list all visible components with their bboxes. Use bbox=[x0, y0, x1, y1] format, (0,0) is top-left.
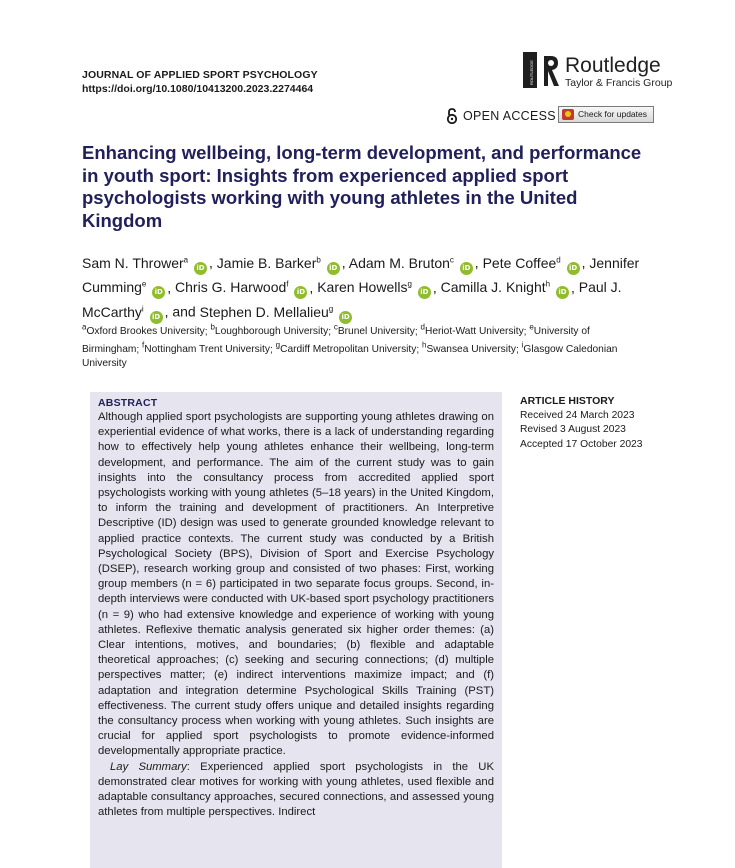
article-history-heading: ARTICLE HISTORY bbox=[520, 395, 615, 407]
orcid-icon[interactable]: iD bbox=[327, 262, 340, 275]
author-affiliation-mark: f bbox=[286, 279, 289, 289]
author-affiliation-mark: g bbox=[407, 279, 412, 289]
open-lock-icon bbox=[446, 108, 458, 124]
author-name: Jamie B. Barker bbox=[216, 254, 317, 271]
orcid-icon[interactable]: iD bbox=[150, 311, 163, 324]
author-affiliation-mark: e bbox=[141, 279, 147, 289]
lay-summary-label: Lay Summary bbox=[110, 760, 187, 773]
orcid-icon[interactable]: iD bbox=[152, 286, 165, 299]
history-received: Received 24 March 2023 bbox=[520, 409, 635, 421]
author-name: Sam N. Thrower bbox=[82, 254, 184, 271]
article-title: Enhancing wellbeing, long-term development, and performance in youth sport: Insights from experienced applied sport psychologists working with young athletes in the United Kingdom bbox=[82, 142, 642, 231]
orcid-icon[interactable]: iD bbox=[460, 262, 473, 275]
crossmark-icon bbox=[562, 109, 574, 120]
abstract-heading: ABSTRACT bbox=[98, 397, 158, 409]
author-name: Pete Coffee bbox=[482, 254, 557, 271]
orcid-icon[interactable]: iD bbox=[194, 262, 207, 275]
routledge-r-icon bbox=[541, 52, 561, 88]
open-access-label: OPEN ACCESS bbox=[463, 109, 556, 123]
author-affiliation-mark: d bbox=[556, 255, 561, 264]
routledge-mark-icon bbox=[523, 52, 537, 88]
check-updates-label: Check for updates bbox=[578, 109, 647, 119]
check-updates-button[interactable] bbox=[558, 106, 654, 123]
lay-summary-text: : Experienced applied sport psychologists in the UK demonstrated clear motives for working with young athletes, used flexible and adaptable consultancy approaches, secured connections, and assessed young athletes from multiple perspectives. Indirect bbox=[98, 760, 494, 819]
author-affiliation-mark: a bbox=[183, 255, 189, 264]
author-name: Jennifer Cumming bbox=[82, 254, 640, 296]
orcid-icon[interactable]: iD bbox=[339, 311, 352, 324]
author-affiliation-mark: i bbox=[141, 304, 144, 314]
affiliation-list: $^a$Oxford Brookes University; $^b$Loughborough University; $^c$Brunel University; $^d$Heriot-Watt University; $^e$University of Birmingham; $^f$Nottingham Trent University; $^g$Cardiff Metropolitan University; $^h$Swansea University; $^i$Glasgow Caledonian University bbox=[82, 323, 618, 369]
author-name: Camilla J. Knight bbox=[440, 279, 546, 296]
author bbox=[175, 279, 309, 295]
affiliation: $^g$Cardiff Metropolitan University bbox=[275, 340, 417, 356]
author-list: Sam N. Thrower$^a$ iD , Jamie B. Barker$^b$ iD , Adam M. Bruton$^c$ iD , Pete Coffee$^d$ iD , Jennifer Cumming$^e$ iD , Chris G. Harwood$^f$ iD , Karen Howells$^g$ iD , Camilla J. Knight$^h$ iD , Paul J. McCarthy$^i$ iD , and Stephen D. Mellalieu$^g$ iD bbox=[82, 250, 642, 324]
author-affiliation-mark: g bbox=[328, 304, 334, 314]
publisher-logo bbox=[523, 52, 683, 92]
author bbox=[82, 255, 209, 271]
orcid-icon[interactable]: iD bbox=[294, 286, 307, 299]
author-affiliation-mark: c bbox=[449, 255, 454, 264]
history-revised: Revised 3 August 2023 bbox=[520, 424, 626, 435]
author bbox=[200, 304, 355, 320]
journal-name: JOURNAL OF APPLIED SPORT PSYCHOLOGY bbox=[82, 69, 318, 81]
author-name: Adam M. Bruton bbox=[348, 254, 450, 271]
doi-link[interactable]: https://doi.org/10.1080/10413200.2023.2274464 bbox=[82, 83, 314, 95]
journal-header bbox=[82, 68, 318, 96]
affiliation: $^i$Glasgow Caledonian University bbox=[82, 340, 618, 369]
article-history bbox=[520, 394, 643, 452]
orcid-icon[interactable]: iD bbox=[556, 286, 569, 299]
abstract-box bbox=[90, 392, 502, 868]
affiliation: $^f$Nottingham Trent University bbox=[142, 340, 270, 356]
author bbox=[317, 279, 433, 295]
author-name: Chris G. Harwood bbox=[175, 279, 287, 296]
orcid-icon[interactable]: iD bbox=[567, 262, 580, 275]
orcid-icon[interactable]: iD bbox=[418, 286, 431, 299]
author-name: Karen Howells bbox=[317, 279, 408, 296]
affiliation: $^b$Loughborough University bbox=[210, 323, 329, 338]
affiliation: $^h$Swansea University bbox=[422, 340, 516, 356]
author bbox=[217, 255, 342, 271]
lay-summary bbox=[98, 760, 494, 821]
author-name: Stephen D. Mellalieu bbox=[199, 303, 329, 320]
affiliation: $^d$Heriot-Watt University bbox=[420, 323, 524, 338]
publisher-group: Taylor & Francis Group bbox=[565, 77, 673, 89]
affiliation: $^c$Brunel University bbox=[333, 323, 415, 338]
author-affiliation-mark: h bbox=[545, 279, 551, 289]
routledge-mark-text: ROUTLEDGE bbox=[529, 60, 534, 85]
author-name: Paul J. McCarthy bbox=[82, 279, 622, 320]
author bbox=[441, 279, 571, 295]
author bbox=[483, 255, 582, 271]
abstract-text: Although applied sport psychologists are supporting young athletes drawing on experiential evidence of what works, there is a lack of understanding regarding how to effectively help young athletes enhance their wellbeing, long-term development, and performance. The aim of the current study was to gain insights into the consultancy process from accredited applied sport psychologists working with young athletes (5–18 years) in the United Kingdom, to inform the training and development of practitioners. An Interpretive Descriptive (ID) design was used to generate grounded knowledge relevant to applied practice contexts. The current study was conducted by a British Psychological Society (BPS), Division of Sport and Exercise Psychology (DSEP), research working group and consisted of two phases: First, working group members (n = 6) participated in two separate focus groups. Second, in-depth interviews were conducted with UK-based sport psychology practitioners (n = 9) who had extensive knowledge and experience of working with young athletes. Reflexive thematic analysis generated six higher order themes: (a) Clear intentions, motives, and boundaries; (b) flexible and adaptable theoretical approaches; (c) seeking and securing connections; (d) multiple perspectives matter; (e) indirect interventions maximize impact; and (f) adaptation and integration determine Psychological Skills Training (PST) effectiveness. The current study offers unique and detailed insights regarding the consultancy process when working with young athletes. Such insights are crucial for applied sport psychologists to promote evidence-informed developmentally appropriate practice. bbox=[98, 411, 494, 758]
author bbox=[349, 255, 475, 271]
author-affiliation-mark: b bbox=[316, 255, 321, 264]
affiliation: $^e$University of Birmingham bbox=[82, 323, 590, 356]
open-access-badge bbox=[446, 108, 556, 124]
history-accepted: Accepted 17 October 2023 bbox=[520, 438, 643, 450]
publisher-brand: Routledge bbox=[565, 54, 661, 77]
affiliation: $^a$Oxford Brookes University bbox=[82, 323, 205, 338]
